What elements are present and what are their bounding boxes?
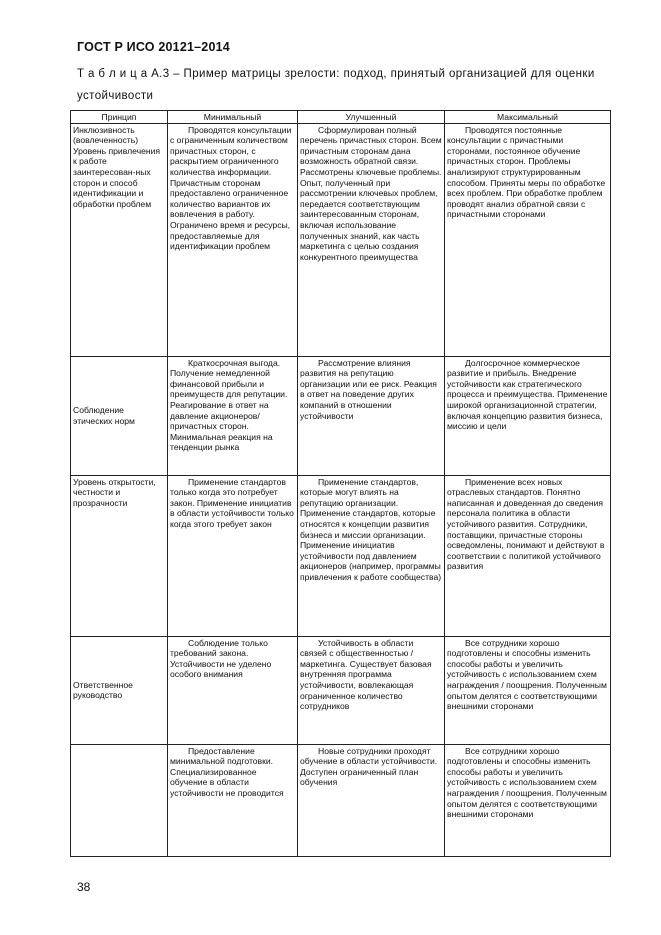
- table-row: [71, 123, 611, 356]
- minimal-cell: [168, 475, 298, 636]
- page-number: 38: [77, 880, 91, 894]
- minimal-cell: [168, 356, 298, 475]
- table-row: [71, 475, 611, 636]
- maximal-text: Применение всех новых отраслевых стандартов. Понятно написанная и доведенная до сведения персонала политика в области устойчивого развития. Сотрудники, поставщики, причастные стороны осведомлены, понимают и действуют в соответствии с политикой устойчивого развития: [447, 476, 605, 572]
- improved-cell: [298, 636, 445, 744]
- maximal-text: Все сотрудники хорошо подготовлены и способны изменить способы работы и увеличить устойчивость с использованием схем награждения / поощрения. Полученным опытом делятся с соответствующими внешними сторонами: [447, 637, 607, 712]
- maximal-text: Все сотрудники хорошо подготовлены и способны изменить способы работы и увеличить устойчивость с использованием схем награждения / поощрения. Полученным опытом делятся с соответствующими внешними сторонами: [447, 745, 607, 820]
- table-caption: Т а б л и ц а А.3 – Пример матрицы зрелости: подход, принятый организацией для оценки устойчивости: [77, 68, 595, 102]
- minimal-text: Соблюдение только требований закона. Устойчивости не уделено особого внимания: [170, 637, 272, 680]
- improved-text: Рассмотрение влияния развития на репутацию организации или ее риск. Реакция в ответ на поведение других компаний в отношении устойчивости: [300, 357, 437, 421]
- minimal-text: Применение стандартов только когда это потребует закон. Применение инициатив в области устойчивости только когда этого требует закон: [170, 476, 294, 529]
- maximal-text: Долгосрочное коммерческое развитие и прибыль. Внедрение устойчивости как стратегического процесса и преимущества. Применение широкой организационной стратегии, включая концепцию развития бизнеса, миссию и цели: [447, 357, 608, 432]
- improved-text: Устойчивость в области связей с общественностью / маркетинга. Существует базовая внутренняя программа устойчивости, вовлекающая ограниченное количество сотрудников: [300, 637, 432, 712]
- improved-text: Сформулирован полный перечень причастных сторон. Всем причастным сторонам дана возможность обратной связи. Рассмотрены ключевые проблемы. Опыт, полученный при рассмотрении ключевых проблем, передается соответствующим заинтересованным сторонам, включая использование полученных знаний, как часть маркетинга с целью создания конкурентного преимущества: [300, 124, 442, 262]
- principle-cell: Инклюзивность (вовлеченность) Уровень привлечения к работе заинтересован-ных сторон и способ идентификации и обработки проблем: [71, 123, 168, 356]
- column-header-minimal: Минимальный: [168, 111, 298, 124]
- improved-text: Новые сотрудники проходят обучение в области устойчивости. Доступен ограниченный план обучения: [300, 745, 438, 788]
- document-header: ГОСТ Р ИСО 20121–2014: [77, 40, 230, 54]
- principle-cell: Соблюдение этических норм: [71, 356, 168, 475]
- improved-cell: [298, 475, 445, 636]
- maximal-cell: [445, 636, 611, 744]
- column-header-maximal: Максимальный: [445, 111, 611, 124]
- maximal-cell: [445, 123, 611, 356]
- improved-cell: [298, 744, 445, 856]
- minimal-cell: [168, 123, 298, 356]
- maximal-cell: [445, 744, 611, 856]
- column-header-improved: Улучшенный: [298, 111, 445, 124]
- maximal-text: Проводятся постоянные консультации с причастными сторонами, постоянное обучение причастных сторон. Проблемы анализируют структурированным способом. Приняты меры по обработке всех проблем. При обработке проблем проводят анализ обратной связи с причастными сторонами: [447, 124, 606, 220]
- table-row: [71, 744, 611, 856]
- maturity-matrix-table: [70, 110, 611, 857]
- column-header-principle: Принцип: [71, 111, 168, 124]
- minimal-cell: [168, 744, 298, 856]
- table-row: [71, 636, 611, 744]
- maximal-cell: [445, 475, 611, 636]
- principle-cell: Уровень открытости, честности и прозрачности: [71, 475, 168, 636]
- improved-text: Применение стандартов, которые могут влиять на репутацию организации. Применение стандартов, которые относятся к концепции развития бизнеса и миссии организации. Применение инициатив устойчивости под давлением акционеров (например, программы привлечения к работе сообщества): [300, 476, 442, 582]
- maximal-cell: [445, 356, 611, 475]
- minimal-text: Краткосрочная выгода. Получение немедленной финансовой прибыли и преимуществ для репутации. Реагирование в ответ на давление акционеров/причастных сторон. Минимальная реакция на тенденции рынка: [170, 357, 288, 453]
- minimal-text: Предоставление минимальной подготовки. Специализированное обучение в области устойчивости не проводится: [170, 745, 284, 798]
- principle-cell: Ответственное руководство: [71, 636, 168, 744]
- improved-cell: [298, 123, 445, 356]
- principle-cell: [71, 744, 168, 856]
- table-row: [71, 356, 611, 475]
- minimal-text: Проводятся консультации с ограниченным количеством причастных сторон, с раскрытием ограниченного количества информации. Причастным сторонам предоставлено ограниченное количество вариантов их вовлечения в работу. Ограничено время и ресурсы, предоставляемые для идентификации проблем: [170, 124, 292, 252]
- minimal-cell: [168, 636, 298, 744]
- improved-cell: [298, 356, 445, 475]
- table-header-row: [71, 111, 611, 124]
